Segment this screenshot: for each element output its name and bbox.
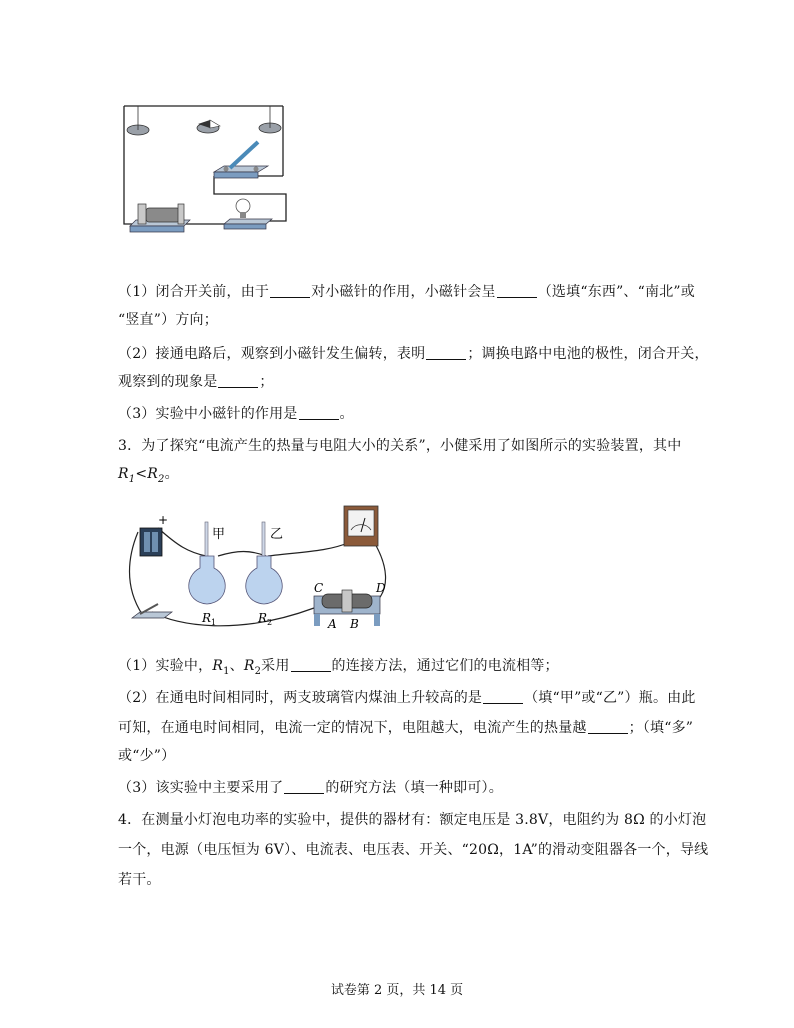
switch-icon xyxy=(214,142,268,178)
text: ； xyxy=(259,374,274,390)
answer-blank[interactable] xyxy=(483,689,523,704)
question-3-1 xyxy=(118,656,559,682)
solenoid-icon xyxy=(130,204,190,232)
answer-blank[interactable] xyxy=(291,657,331,672)
r2-symbol: R xyxy=(243,658,255,674)
figure-circuit-compass xyxy=(118,96,298,241)
question-2-1-line-1 xyxy=(118,282,695,302)
compass-icon xyxy=(197,120,220,133)
text: 采用 xyxy=(261,658,290,674)
question-2-1-line-2 xyxy=(118,310,218,330)
d-label: D xyxy=(376,581,386,595)
problem-4-line-2 xyxy=(118,840,708,860)
answer-blank[interactable] xyxy=(270,283,310,298)
text: 可知，在通电时间相同，电流一定的情况下，电阻越大，电流产生的热量越 xyxy=(118,720,587,736)
question-3-2-line-2 xyxy=(118,718,693,738)
answer-blank[interactable] xyxy=(284,779,324,794)
r2-label: R xyxy=(258,611,268,625)
less-than: < xyxy=(135,466,148,482)
text: 3．为了探究“电流产生的热量与电阻大小的关系”，小健采用了如图所示的实验装置，其中 xyxy=(118,438,682,454)
text: 一个，电源（电压恒为 6V）、电流表、电压表、开关、“20Ω，1A”的滑动变阻器各一个，导线 xyxy=(118,842,709,858)
question-3-3 xyxy=(118,778,503,798)
question-3-2-line-1 xyxy=(118,688,696,708)
question-2-3 xyxy=(118,404,354,424)
subscript: 1 xyxy=(128,473,136,485)
r1-label: R xyxy=(202,611,212,625)
subscript: 2 xyxy=(158,473,165,485)
meter-icon xyxy=(344,506,378,546)
answer-blank[interactable] xyxy=(497,283,537,298)
r1-symbol: R xyxy=(118,466,129,482)
text: 观察到的现象是 xyxy=(118,374,218,390)
text: 。 xyxy=(339,406,354,422)
text: 4．在测量小灯泡电功率的实验中，提供的器材有：额定电压是 3.8V，电阻约为 8Ω 的小灯泡 xyxy=(118,812,707,828)
text: （3）该实验中主要采用了 xyxy=(118,780,284,796)
compass-icon xyxy=(259,106,281,133)
r2-symbol: R xyxy=(147,466,158,482)
problem-3-stem-line-2 xyxy=(118,464,179,490)
question-2-2-line-2 xyxy=(118,372,274,392)
answer-blank[interactable] xyxy=(299,405,339,420)
text: 、 xyxy=(229,658,244,674)
text: （1）实验中， xyxy=(118,658,213,674)
text: 的研究方法（填一种即可）。 xyxy=(325,780,503,796)
text: ；（填“多” xyxy=(628,720,694,736)
answer-blank[interactable] xyxy=(426,345,466,360)
c-label: C xyxy=(314,581,324,595)
jia-label: 甲 xyxy=(212,527,226,542)
plus-label: + xyxy=(158,513,169,527)
b-label: B xyxy=(350,617,359,631)
problem-4-line-1 xyxy=(118,810,706,830)
answer-blank[interactable] xyxy=(588,719,628,734)
r1-sub: 1 xyxy=(211,618,217,627)
text: 若干。 xyxy=(118,872,161,888)
text: （1）闭合开关前，由于 xyxy=(118,284,270,300)
subscript: 1 xyxy=(223,665,230,677)
a-label: A xyxy=(328,617,337,631)
bulb-icon xyxy=(224,199,272,229)
r2-sub: 2 xyxy=(267,618,273,627)
text: ；调换电路中电池的极性，闭合开关， xyxy=(467,346,709,362)
text: 对小磁针的作用，小磁针会呈 xyxy=(311,284,496,300)
question-2-2-line-1 xyxy=(118,344,709,364)
compass-icon xyxy=(127,106,149,135)
text: 或“少”） xyxy=(118,748,176,764)
battery-icon xyxy=(140,513,168,556)
page-footer: 试卷第 2 页，共 14 页 xyxy=(330,983,464,998)
text: （填“甲”或“乙”）瓶。由此 xyxy=(524,690,696,706)
question-3-2-line-3 xyxy=(118,746,175,766)
yi-label: 乙 xyxy=(270,527,284,542)
text: 。 xyxy=(164,466,179,482)
figure-heat-experiment xyxy=(118,496,398,638)
problem-4-line-3 xyxy=(118,870,161,890)
text: “竖直”）方向； xyxy=(118,312,218,328)
flask-jia xyxy=(189,522,225,627)
flask-yi xyxy=(246,522,283,627)
problem-3-stem-line-1 xyxy=(118,436,681,456)
text: （2）在通电时间相同时，两支玻璃管内煤油上升较高的是 xyxy=(118,690,483,706)
text: 的连接方法，通过它们的电流相等； xyxy=(331,658,559,674)
text: （2）接通电路后，观察到小磁针发生偏转，表明 xyxy=(118,346,426,362)
r1-symbol: R xyxy=(212,658,224,674)
text: （选填“东西”、“南北”或 xyxy=(537,284,695,300)
answer-blank[interactable] xyxy=(218,373,258,388)
subscript: 2 xyxy=(254,665,262,677)
rheostat-icon xyxy=(314,581,386,631)
text: （3）实验中小磁针的作用是 xyxy=(118,406,298,422)
